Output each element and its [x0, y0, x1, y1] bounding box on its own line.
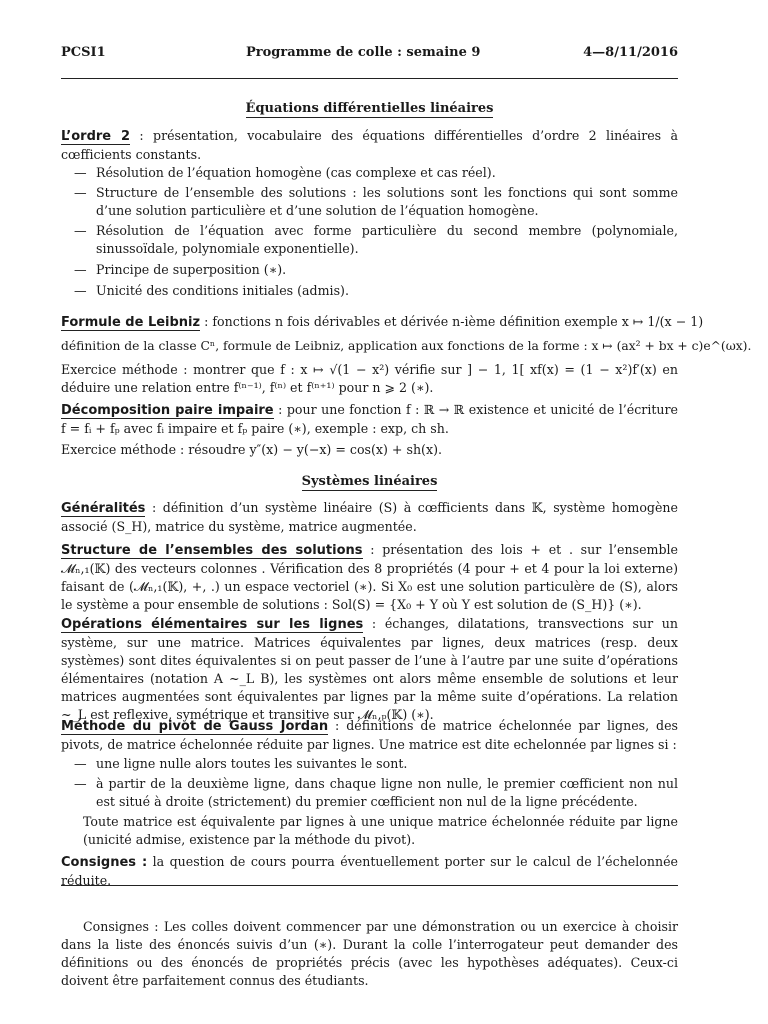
ordre2-text: : présentation, vocabulaire des équations différentielles d’ordre 2 linéaires à cœfficients constants.	[61, 128, 678, 162]
consignes-text: la question de cours pourra éventuellement porter sur le calcul de l’échelonnée réduite.	[61, 854, 678, 888]
leibniz-paragraph	[61, 313, 704, 332]
generalites-paragraph	[61, 499, 678, 536]
generalites-key: Généralités	[61, 501, 146, 516]
gauss-key: Méthode du pivot de Gauss Jordan	[61, 719, 329, 734]
gauss-paragraph	[61, 717, 678, 754]
leibniz-exercice: Exercice méthode : montrer que f : x ↦ √(1 − x²) vérifie sur ] − 1, 1[ xf(x) = (1 − x²)f′(x) en déduire une relation entre f⁽ⁿ⁻¹⁾, f⁽ⁿ⁾ et f⁽ⁿ⁺¹⁾ pour n ⩾ 2 (∗).	[61, 362, 678, 395]
decomposition-text: : pour une fonction f : ℝ → ℝ existence et unicité de l’écriture f = fᵢ + fₚ avec fᵢ impaire et fₚ paire (∗), exemple : exp, ch sh.	[61, 402, 678, 436]
ordre2-paragraph	[61, 127, 678, 164]
leibniz-line1: : fonctions n fois dérivables et dérivée n-ième définition exemple x ↦ 1/(x − 1)	[200, 314, 704, 329]
decomposition-key: Décomposition paire impaire	[61, 403, 274, 418]
header-rule	[61, 78, 678, 79]
structure-text: : présentation des lois + et . sur l’ensemble 𝓜ₙ,₁(𝕂) des vecteurs colonnes . Vérification des 8 propriétés (4 pour + et 4 pour la loi externe) faisant de (𝓜ₙ,₁(𝕂), +, .) un espace vectoriel (∗). Si X₀ est une solution particulère de (S), alors le système a pour ensemble de solutions : Sol(S) = {X₀ + Y où Y est solution de (S_H)} (∗).	[61, 542, 679, 612]
decomposition-exercice: Exercice méthode : résoudre y″(x) − y(−x) = cos(x) + sh(x).	[61, 442, 442, 457]
section-title-systemes: Systèmes linéaires	[301, 474, 438, 489]
header-date: 4—8/11/2016	[583, 45, 678, 60]
decomposition-paragraph	[61, 401, 678, 438]
operations-text: : échanges, dilatations, transvections sur un système, sur une matrice. Matrices équivalentes par lignes, deux matrices (resp. deux systèmes) sont dites équivalentes si on peut passer de l’une à l’autre par une suite d’opérations élémentaires (notation A ~_L B), les systèmes ont alors même ensemble de solutions et leur matrices augmentées sont équivalentes par lignes par la même suite d’opérations. La relation ~_L est reflexive, symétrique et transitive sur 𝓜ₙ,ₚ(𝕂) (∗).	[61, 616, 678, 722]
ordre2-key: L’ordre 2	[61, 129, 131, 144]
header-class: PCSI1	[61, 45, 106, 60]
consignes-key: Consignes :	[61, 855, 148, 870]
section-title-equations: Équations différentielles linéaires	[245, 101, 494, 116]
structure-paragraph	[61, 541, 678, 614]
structure-key: Structure de l’ensembles des solutions	[61, 543, 363, 558]
leibniz-line2: définition de la classe Cⁿ, formule de Leibniz, application aux fonctions de la forme : x ↦ (ax² + bx + c)e^(ωx).	[61, 339, 752, 353]
operations-paragraph	[61, 615, 678, 724]
page-header	[61, 44, 678, 66]
header-title: Programme de colle : semaine 9	[246, 45, 481, 60]
footer-rule	[61, 885, 678, 886]
leibniz-key: Formule de Leibniz	[61, 315, 201, 330]
gauss-text: : définitions de matrice échelonnée par lignes, des pivots, de matrice échelonnée réduite par lignes. Une matrice est dite echelonnée par lignes si :	[61, 718, 679, 752]
gauss-after: Toute matrice est équivalente par lignes à une unique matrice échelonnée réduite par ligne (unicité admise, existence par la méthode du pivot).	[83, 814, 678, 847]
generalites-text: : définition d’un système linéaire (S) à cœfficients dans 𝕂, système homogène associé (S_H), matrice du système, matrice augmentée.	[61, 500, 678, 534]
footer-consignes: Consignes : Les colles doivent commencer par une démonstration ou un exercice à choisir dans la liste des énoncés suivis d’un (∗). Durant la colle l’interrogateur peut demander des définitions ou des énoncés de propriétés précis (avec les hypothèses adéquates). Ceux-ci doivent être parfaitement connus des étudiants.	[61, 919, 678, 988]
operations-key: Opérations élémentaires sur les lignes	[61, 617, 364, 632]
